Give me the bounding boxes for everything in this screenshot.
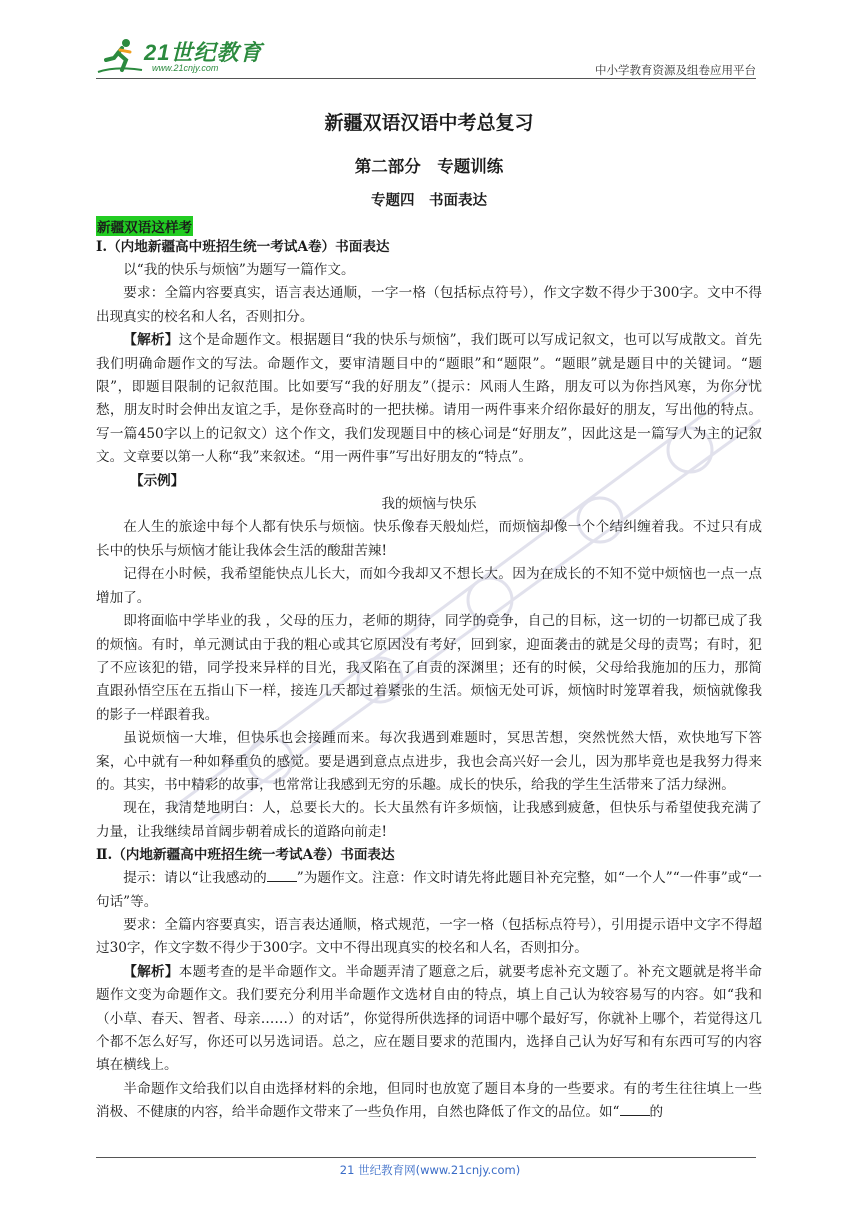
document-body — [96, 100, 762, 1125]
header-divider — [96, 78, 756, 79]
essay-paragraph: 在人生的旅途中每个人都有快乐与烦恼。快乐像春天般灿烂，而烦恼却像一个个结纠缠着我。不过只有成长中的快乐与烦恼才能让我体会生活的酸甜苦辣! — [96, 519, 762, 559]
logo-url: www.21cnjy.com — [152, 63, 219, 73]
runner-logo-icon — [96, 36, 146, 76]
analysis-text: 本题考查的是半命题作文。半命题弄清了题意之后，就要考虑补充文题了。补充文题就是将半命题作文变为命题作文。我们要充分利用半命题作文选材自由的特点，填上自己认为较容易写的内容。如“我和 （小草、春天、智者、母亲……）的对话”，你觉得所供选择的词语中哪个最好写，你就补上哪个，若觉得这几个都不怎么好写，你还可以另选词语。总之，应在题目要求的范围内，选择自己认为好写和有东西可写的内容填在横线上。 — [96, 963, 762, 1074]
footer-divider — [96, 1157, 756, 1158]
part-title: 第二部分 专题训练 — [354, 157, 504, 176]
fill-blank — [267, 869, 297, 882]
question-2-heading: Ⅱ.（内地新疆高中班招生统一考试A卷）书面表达 — [96, 847, 395, 864]
example-label: 【示例】 — [130, 472, 185, 489]
question-1-requirement: 要求：全篇内容要真实，语言表达通顺，一字一格（包括标点符号），作文字数不得少于300字。文中不得出现真实的校名和人名，否则扣分。 — [96, 285, 762, 325]
essay-paragraph: 现在，我清楚地明白：人，总要长大的。长大虽然有许多烦恼，让我感到疲惫，但快乐与希望使我充满了力量，让我继续昂首阔步朝着成长的道路向前走! — [96, 800, 762, 840]
essay-paragraph: 记得在小时候，我希望能快点儿长大，而如今我却又不想长大。因为在成长的不知不觉中烦恼也一点一点增加了。 — [96, 566, 762, 606]
essay-title: 我的烦恼与快乐 — [381, 496, 477, 513]
question-2-analysis — [96, 961, 762, 1078]
logo-text: 21世纪教育 — [144, 40, 263, 65]
logo — [96, 34, 266, 78]
analysis-label: 【解析】 — [123, 332, 179, 349]
essay-paragraph: 即将面临中学毕业的我 ，父母的压力，老师的期待，同学的竞争，自己的目标，这一切的一切都已成了我的烦恼。有时，单元测试由于我的粗心或其它原因没有考好，回到家，迎面袭击的就是父母的责骂；有时，犯了不应该犯的错，同学投来异样的目光，我又陷在了自责的深渊里；还有的时候，父母给我施加的压力，那简直跟孙悟空压在五指山下一样，接连几天都过着紧张的生活。烦恼无处可诉，烦恼时时笼罩着我，烦恼就像我的影子一样跟着我。 — [96, 613, 762, 723]
hint-part-b: ”为题作文。注意：作文时请先将此题目补充完整，如“一个人”“一件事”或“一句话”等。 — [96, 870, 762, 910]
last-part-a: 半命题作文给我们以自由选择材料的余地，但同时也放宽了题目本身的一些要求。有的考生往往填上一些消极、不健康的内容，给半命题作文带来了一些负作用，自然也降低了作文的品位。如“ — [96, 1080, 762, 1121]
question-2-hint — [96, 867, 762, 914]
platform-name: 中小学教育资源及组卷应用平台 — [595, 63, 756, 77]
question-1-analysis — [96, 329, 762, 469]
footer-link[interactable]: 21 世纪教育网(www.21cnjy.com) — [339, 1163, 521, 1177]
question-2-requirement: 要求：全篇内容要真实，语言表达通顺，格式规范，一字一格（包括标点符号），引用提示语中文字不得超过30字，作文字数不得少于300字。文中不得出现真实的校名和人名，否则扣分。 — [96, 916, 762, 957]
question-2-last-paragraph — [96, 1078, 762, 1125]
analysis-text: 这个是命题作文。根据题目“我的快乐与烦恼”，我们既可以写成记叙文，也可以写成散文。首先我们明确命题作文的写法。命题作文，要审清题目中的“题眼”和“题限”。“题眼”就是题目中的关键词。“题限”，即题目限制的记叙范围。比如要写“我的好朋友”（提示：风雨人生路，朋友可以为你挡风寒，为你分忧愁，朋友时时会伸出友谊之手，是你登高时的一把扶梯。请用一两件事来介绍你最好的朋友，写出他的特点。写一篇450字以上的记叙文）这个作文，我们发现题目中的核心词是“好朋友”，因此这是一篇写人为主的记叙文。文章要以第一人称“我”来叙述。“用一两件事”写出好朋友的“特点”。 — [96, 332, 762, 466]
section-tag-wrap — [96, 216, 762, 236]
essay-paragraph: 虽说烦恼一大堆，但快乐也会接踵而来。每次我遇到难题时，冥思苦想，突然恍然大悟，欢快地写下答案，心中就有一种如释重负的感觉。要是遇到意点点进步，我也会高兴好一会儿，因为那毕竟也是我努力得来的。其实，书中精彩的故事，也常常让我感到无穷的乐趣。成长的快乐，给我的学生生活带来了活力绿洲。 — [96, 730, 762, 793]
fill-blank — [620, 1103, 650, 1116]
doc-title: 新疆双语汉语中考总复习 — [324, 112, 534, 134]
section-tag: 新疆双语这样考 — [96, 216, 193, 236]
hint-part-a: 提示：请以“让我感动的 — [123, 870, 267, 887]
last-part-b: 的 — [649, 1104, 664, 1121]
analysis-label: 【解析】 — [123, 963, 179, 980]
question-1-prompt: 以“我的快乐与烦恼”为题写一篇作文。 — [123, 262, 355, 278]
topic-title: 专题四 书面表达 — [371, 192, 487, 209]
question-1-heading: Ⅰ.（内地新疆高中班招生统一考试A卷）书面表达 — [96, 239, 390, 255]
page-header — [96, 34, 756, 78]
